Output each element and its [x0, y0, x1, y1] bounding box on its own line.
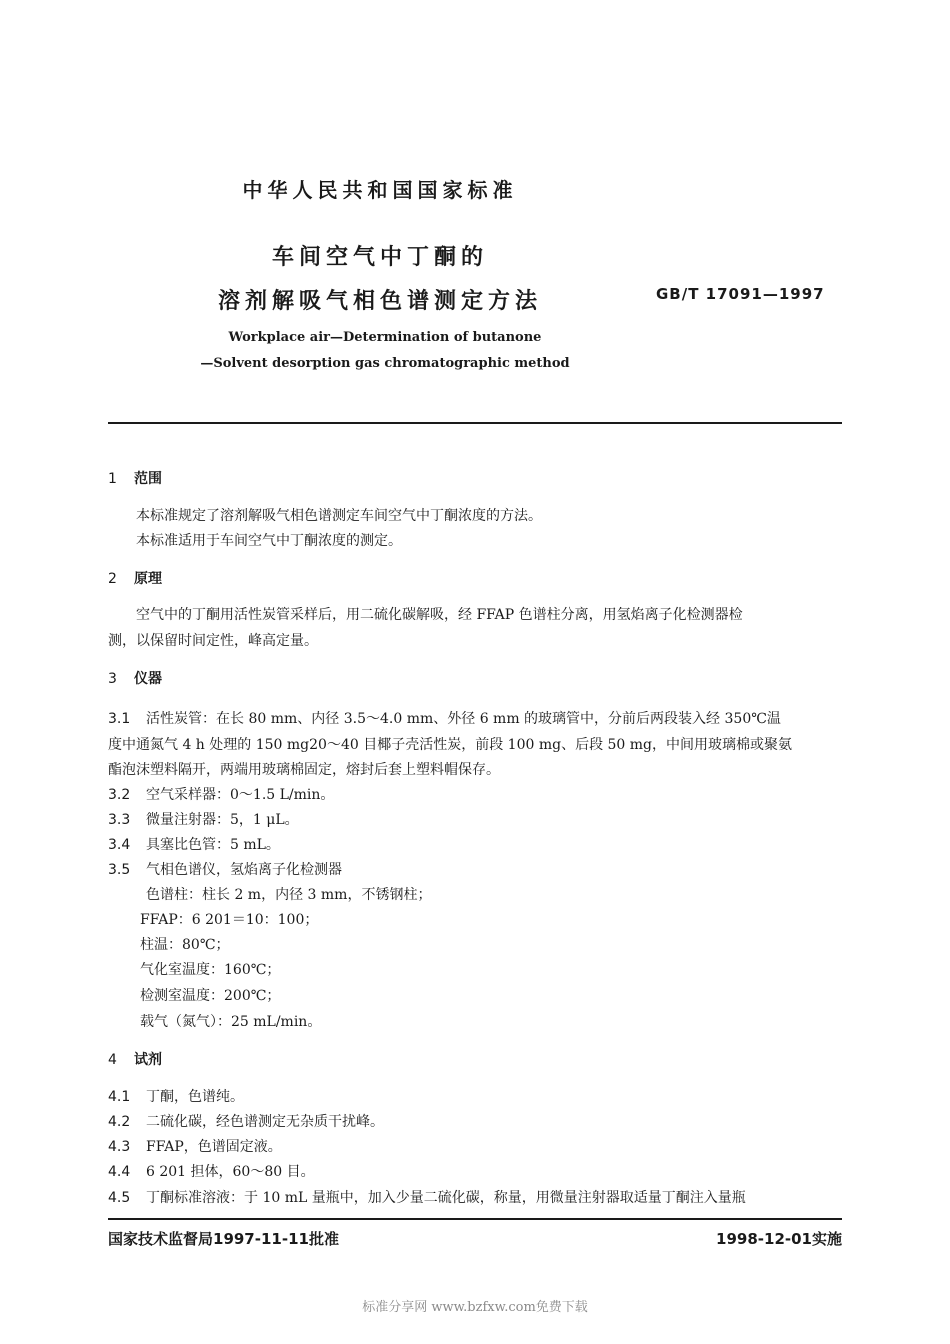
section-number: 1: [108, 471, 117, 487]
clause-4-1: [108, 1086, 244, 1106]
clause-text: 活性炭管：在长 80 mm、内径 3.5～4.0 mm、外径 6 mm 的玻璃管中，分前后两段装入经 350℃温: [146, 711, 781, 727]
clause-continuation: 酯泡沫塑料隔开，两端用玻璃棉固定，熔封后套上塑料帽保存。: [108, 762, 500, 778]
watermark-text: 标准分享网 www.bzfxw.com免费下载: [362, 1300, 588, 1315]
clause-continuation: 度中通氮气 4 h 处理的 150 mg20～40 目椰子壳活性炭，前段 100 mg、后段 50 mg，中间用玻璃棉或聚氨: [108, 737, 793, 753]
header-divider: [108, 422, 842, 424]
section-number: 3: [108, 671, 117, 687]
section-4-heading: [108, 1049, 162, 1069]
title-en-line-1: Workplace air—Determination of butanone: [228, 330, 542, 345]
clause-3-4: [108, 834, 280, 854]
clause-text: 微量注射器：5，1 μL。: [146, 812, 299, 828]
section-title: 范围: [134, 471, 162, 487]
title-cn-line-1: 车间空气中丁酮的: [271, 245, 488, 270]
section-2-heading: [108, 568, 162, 588]
clause-text: 气相色谱仪，氢焰离子化检测器: [146, 862, 342, 878]
clause-3-3: [108, 809, 299, 829]
clause-3-5: [108, 859, 342, 879]
clause-number: 4.5: [108, 1190, 131, 1206]
clause-3-1: [108, 708, 781, 728]
clause-4-3: [108, 1136, 282, 1156]
paragraph: 本标准适用于车间空气中丁酮浓度的测定。: [136, 533, 402, 549]
clause-text: 丁酮，色谱纯。: [146, 1089, 244, 1105]
clause-text: 丁酮标准溶液：于 10 mL 量瓶中，加入少量二硫化碳，称量，用微量注射器取适量丁酮注入量瓶: [146, 1190, 746, 1206]
clause-text: 具塞比色管：5 mL。: [146, 837, 280, 853]
clause-number: 3.1: [108, 711, 131, 727]
clause-number: 4.3: [108, 1139, 131, 1155]
condition-line: 气化室温度：160℃；: [140, 962, 281, 978]
condition-line: 柱温：80℃；: [140, 937, 230, 953]
clause-text: 6 201 担体，60～80 目。: [146, 1164, 315, 1180]
clause-number: 4.4: [108, 1164, 131, 1180]
clause-text: 二硫化碳，经色谱测定无杂质干扰峰。: [146, 1114, 384, 1130]
section-1-heading: [108, 468, 162, 488]
clause-number: 4.1: [108, 1089, 131, 1105]
clause-text: 空气采样器：0～1.5 L/min。: [146, 787, 335, 803]
clause-number: 3.4: [108, 837, 131, 853]
footer-divider: [108, 1218, 842, 1220]
condition-line: FFAP：6 201＝10：100；: [140, 912, 319, 928]
section-3-heading: [108, 668, 162, 688]
clause-number: 3.5: [108, 862, 131, 878]
paragraph: 本标准规定了溶剂解吸气相色谱测定车间空气中丁酮浓度的方法。: [136, 508, 542, 524]
paragraph-continuation: 测，以保留时间定性，峰高定量。: [108, 633, 318, 649]
condition-line: 检测室温度：200℃；: [140, 988, 281, 1004]
condition-line: 色谱柱：柱长 2 m，内径 3 mm，不锈钢柱；: [146, 887, 432, 903]
section-number: 2: [108, 571, 117, 587]
clause-4-2: [108, 1111, 384, 1131]
implementation-date: 1998-12-01实施: [716, 1230, 842, 1248]
approval-date: 国家技术监督局1997-11-11批准: [108, 1230, 339, 1248]
standard-code: GB/T 17091—1997: [656, 285, 825, 303]
clause-number: 3.2: [108, 787, 131, 803]
national-standard-heading: 中华人民共和国国家标准: [242, 178, 518, 202]
title-cn-line-2: 溶剂解吸气相色谱测定方法: [217, 289, 542, 314]
clause-4-5: [108, 1187, 746, 1207]
paragraph: 空气中的丁酮用活性炭管采样后，用二硫化碳解吸，经 FFAP 色谱柱分离，用氢焰离子化检测器检: [136, 607, 743, 623]
clause-number: 4.2: [108, 1114, 131, 1130]
condition-line: 载气（氮气）：25 mL/min。: [140, 1014, 322, 1030]
clause-4-4: [108, 1161, 315, 1181]
section-title: 试剂: [134, 1052, 162, 1068]
clause-text: FFAP，色谱固定液。: [146, 1139, 282, 1155]
clause-number: 3.3: [108, 812, 131, 828]
section-title: 原理: [134, 571, 162, 587]
title-en-line-2: —Solvent desorption gas chromatographic method: [200, 356, 570, 371]
clause-3-2: [108, 784, 334, 804]
section-title: 仪器: [134, 671, 162, 687]
section-number: 4: [108, 1052, 117, 1068]
